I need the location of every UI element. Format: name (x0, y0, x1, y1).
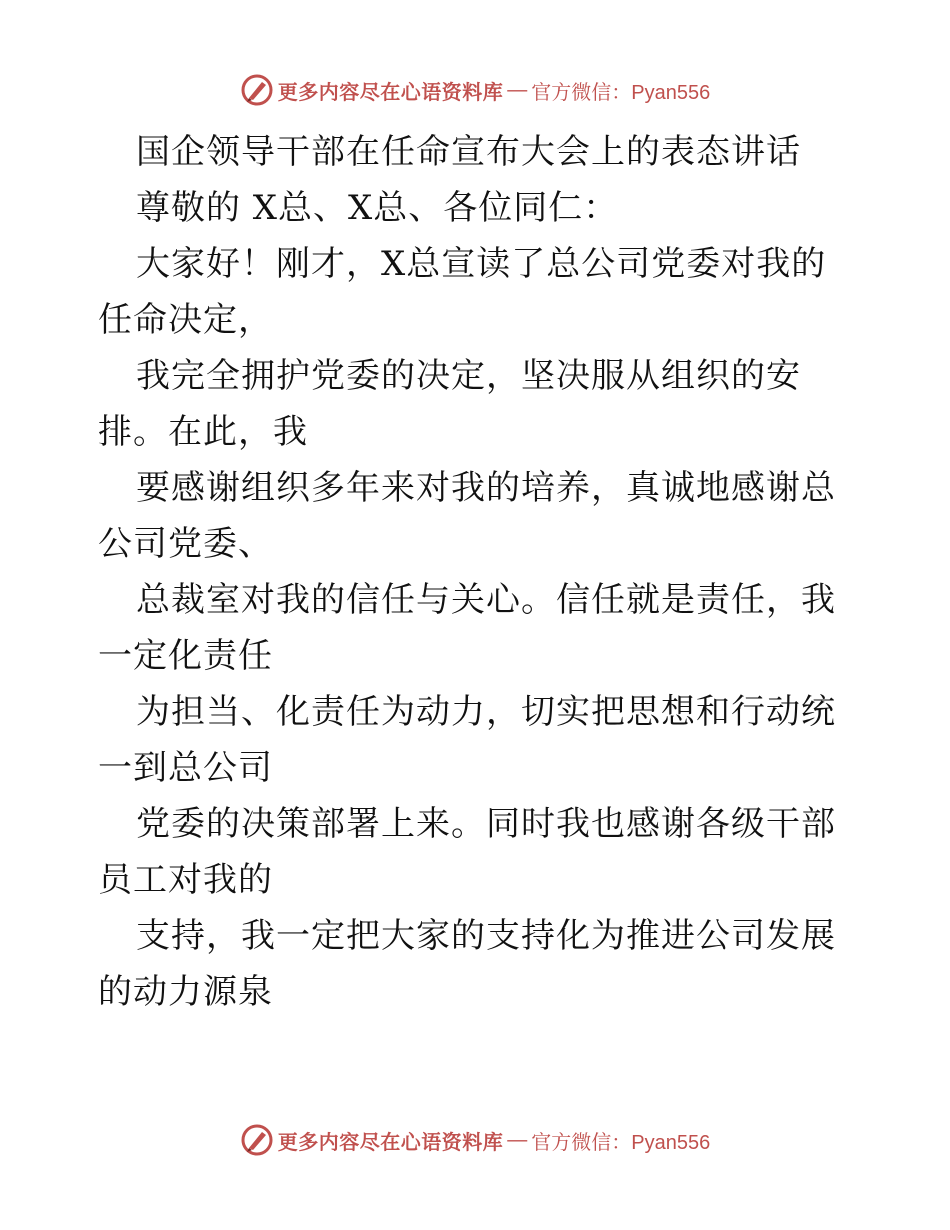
banner-brand-text: 更多内容尽在心语资料库 (277, 79, 504, 104)
pen-logo-icon (240, 73, 274, 107)
paragraph: 要感谢组织多年来对我的培养，真诚地感谢总公司党委、 (98, 468, 836, 564)
paragraph: 党委的决策部署上来。同时我也感谢各级干部员工对我的 (98, 804, 836, 900)
banner-contact-text: 官方微信：Pyan556 (531, 81, 711, 104)
banner-dash: — (507, 1128, 528, 1151)
paragraph: 为担当、化责任为动力，切实把思想和行动统一到总公司 (98, 692, 836, 788)
pen-logo-icon (240, 1123, 274, 1157)
banner-dash: — (507, 78, 528, 101)
header-banner (0, 70, 950, 110)
document-body (98, 124, 858, 1020)
paragraph: 支持，我一定把大家的支持化为推进公司发展的动力源泉 (98, 916, 836, 1012)
paragraph: 我完全拥护党委的决定，坚决服从组织的安排。在此，我 (98, 356, 801, 452)
document-title: 国企领导干部在任命宣布大会上的表态讲话 (136, 132, 801, 172)
banner-brand-text: 更多内容尽在心语资料库 (277, 1129, 504, 1154)
banner-contact-text: 官方微信：Pyan556 (531, 1131, 711, 1154)
paragraph: 大家好！刚才，X总宣读了总公司党委对我的任命决定， (98, 244, 827, 340)
paragraph: 总裁室对我的信任与关心。信任就是责任，我一定化责任 (98, 580, 836, 676)
salutation: 尊敬的 X总、X总、各位同仁： (136, 188, 619, 228)
footer-banner (0, 1120, 950, 1160)
